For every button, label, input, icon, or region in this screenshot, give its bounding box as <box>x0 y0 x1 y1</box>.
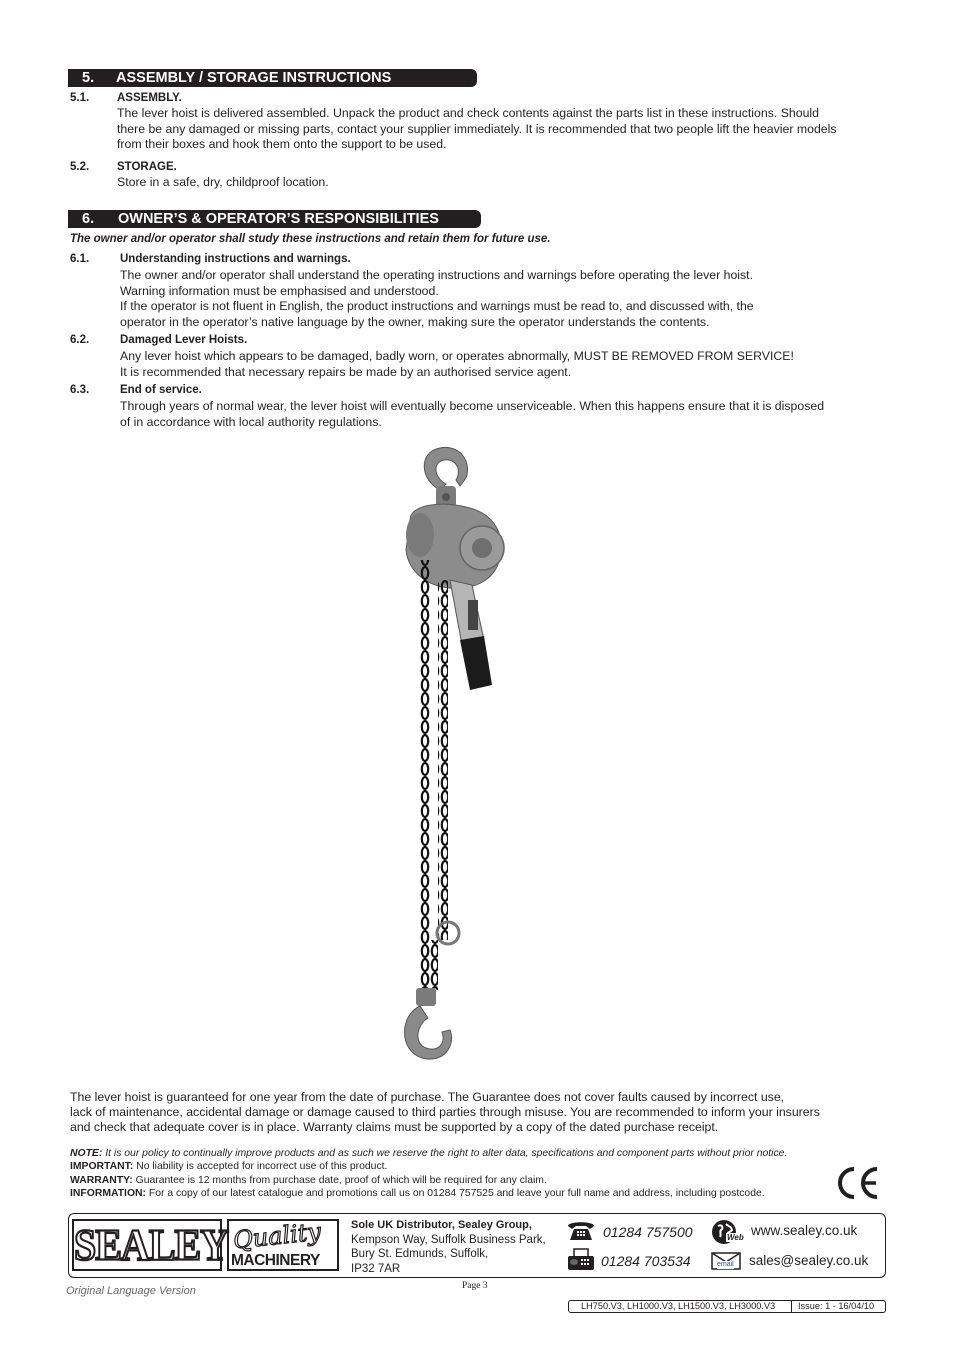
section-5-header <box>68 69 477 87</box>
model-issue-box <box>568 1300 886 1313</box>
sealey-logo <box>72 1219 229 1271</box>
subsection-number: 5.2. <box>70 161 90 173</box>
text-line: Through years of normal wear, the lever hoist will eventually become unserviceable. When this happens ensure that it is disposed <box>120 399 825 413</box>
storage-text <box>117 175 329 191</box>
model-codes: LH750.V3, LH1000.V3, LH1500.V3, LH3000.V3 <box>581 1301 776 1311</box>
text-line: Any lever hoist which appears to be damaged, badly worn, or operates abnormally, MUST BE REMOVED FROM SERVICE! <box>120 349 794 363</box>
note-label: NOTE: <box>70 1148 103 1159</box>
section-intro: The owner and/or operator shall study these instructions and retain them for future use. <box>70 233 551 245</box>
divider <box>791 1301 792 1312</box>
fax-icon <box>566 1248 596 1272</box>
issue-date: Issue: 1 - 16/04/10 <box>798 1301 875 1311</box>
end-of-service-text <box>120 399 824 430</box>
email-badge: email <box>717 1261 734 1268</box>
text-line: there be any damaged or missing parts, contact your supplier immediately. It is recommended that two people lift the heavier models <box>117 121 837 136</box>
section-title: ASSEMBLY / STORAGE INSTRUCTIONS <box>116 70 392 86</box>
fax-number[interactable]: 01284 703534 <box>601 1253 691 1269</box>
text-line: Warning information must be emphasised and understood. <box>120 283 439 298</box>
logo-text: SEALEY <box>74 1219 229 1270</box>
quality-machinery-logo <box>227 1219 339 1271</box>
distributor-line: IP32 7AR <box>351 1262 401 1275</box>
distributor-line: Bury St. Edmunds, Suffolk, <box>351 1248 489 1260</box>
text-line: The owner and/or operator shall understand the operating instructions and warnings before operating the lever hoist. <box>120 268 753 282</box>
distributor-line: Sole UK Distributor, Sealey Group, <box>351 1219 532 1231</box>
section-title: OWNER’S & OPERATOR’S RESPONSIBILITIES <box>118 211 439 227</box>
subsection-title: STORAGE. <box>117 161 177 173</box>
distributor-line: Kempson Way, Suffolk Business Park, <box>351 1233 546 1246</box>
website-link[interactable]: www.sealey.co.uk <box>751 1223 858 1238</box>
information-line <box>70 1187 765 1201</box>
important-line <box>70 1160 387 1174</box>
important-text: No liability is accepted for incorrect use of this product. <box>136 1161 388 1172</box>
text-line: of in accordance with local authority regulations. <box>120 414 382 429</box>
quality-text: Quality <box>231 1217 323 1255</box>
subsection-title: ASSEMBLY. <box>117 92 182 104</box>
globe-icon <box>710 1218 748 1246</box>
information-text: For a copy of our latest catalogue and promotions call us on 01284 757525 and leave your full name and address, including postcode. <box>148 1188 765 1199</box>
assembly-text <box>117 106 837 153</box>
subsection-number: 6.2. <box>70 334 90 346</box>
text-line: It is recommended that necessary repairs be made by an authorised service agent. <box>120 364 572 379</box>
note-line <box>70 1147 787 1161</box>
text-line: Store in a safe, dry, childproof location. <box>117 175 329 189</box>
phone-number[interactable]: 01284 757500 <box>603 1224 693 1240</box>
envelope-icon <box>711 1252 741 1270</box>
page-number: Page 3 <box>462 1281 488 1291</box>
distributor-address <box>351 1218 546 1276</box>
subsection-number: 5.1. <box>70 92 90 104</box>
guarantee-text <box>70 1090 820 1136</box>
warranty-text: Guarantee is 12 months from purchase date, proof of which will be required for any claim. <box>135 1175 547 1186</box>
subsection-number: 6.1. <box>70 253 90 265</box>
web-badge: Web <box>727 1233 744 1242</box>
text-line: operator in the operator’s native language by the owner, making sure the operator understands the contents. <box>120 314 710 329</box>
note-text: It is our policy to continually improve products and as such we reserve the right to alter data, specifications and component parts without prior notice. <box>105 1148 788 1159</box>
subsection-title: Damaged Lever Hoists. <box>120 334 248 346</box>
language-note: Original Language Version <box>66 1285 196 1297</box>
text-line: from their boxes and hook them onto the support to be used. <box>117 137 447 152</box>
section-number: 5. <box>82 70 95 86</box>
text-line: The lever hoist is guaranteed for one year from the date of purchase. The Guarantee does not cover faults caused by incorrect use, <box>70 1090 785 1104</box>
text-line: and check that adequate cover is in place. Warranty claims must be supported by a copy of the dated purchase receipt. <box>70 1120 719 1135</box>
understanding-text <box>120 268 754 330</box>
information-label: INFORMATION: <box>70 1188 146 1199</box>
lever-hoist-image <box>380 440 540 1070</box>
section-number: 6. <box>82 211 95 227</box>
text-line: lack of maintenance, accidental damage or damage caused to third parties through misuse. You are recommended to inform your insurers <box>70 1105 820 1120</box>
telephone-icon <box>566 1220 596 1242</box>
section-6-header <box>68 210 481 228</box>
text-line: The lever hoist is delivered assembled. Unpack the product and check contents against the parts list in these instructions. Should <box>117 106 819 120</box>
machinery-text: MACHINERY <box>231 1252 320 1269</box>
warranty-line <box>70 1174 547 1188</box>
email-link[interactable]: sales@sealey.co.uk <box>749 1253 869 1268</box>
damaged-text <box>120 349 794 380</box>
important-label: IMPORTANT: <box>70 1161 134 1172</box>
warranty-label: WARRANTY: <box>70 1175 133 1186</box>
subsection-number: 6.3. <box>70 384 90 396</box>
subsection-title: Understanding instructions and warnings. <box>120 253 351 265</box>
subsection-title: End of service. <box>120 384 202 396</box>
ce-mark-icon <box>836 1165 882 1201</box>
text-line: If the operator is not fluent in English, the product instructions and warnings must be read to, and discussed with, the <box>120 299 754 314</box>
